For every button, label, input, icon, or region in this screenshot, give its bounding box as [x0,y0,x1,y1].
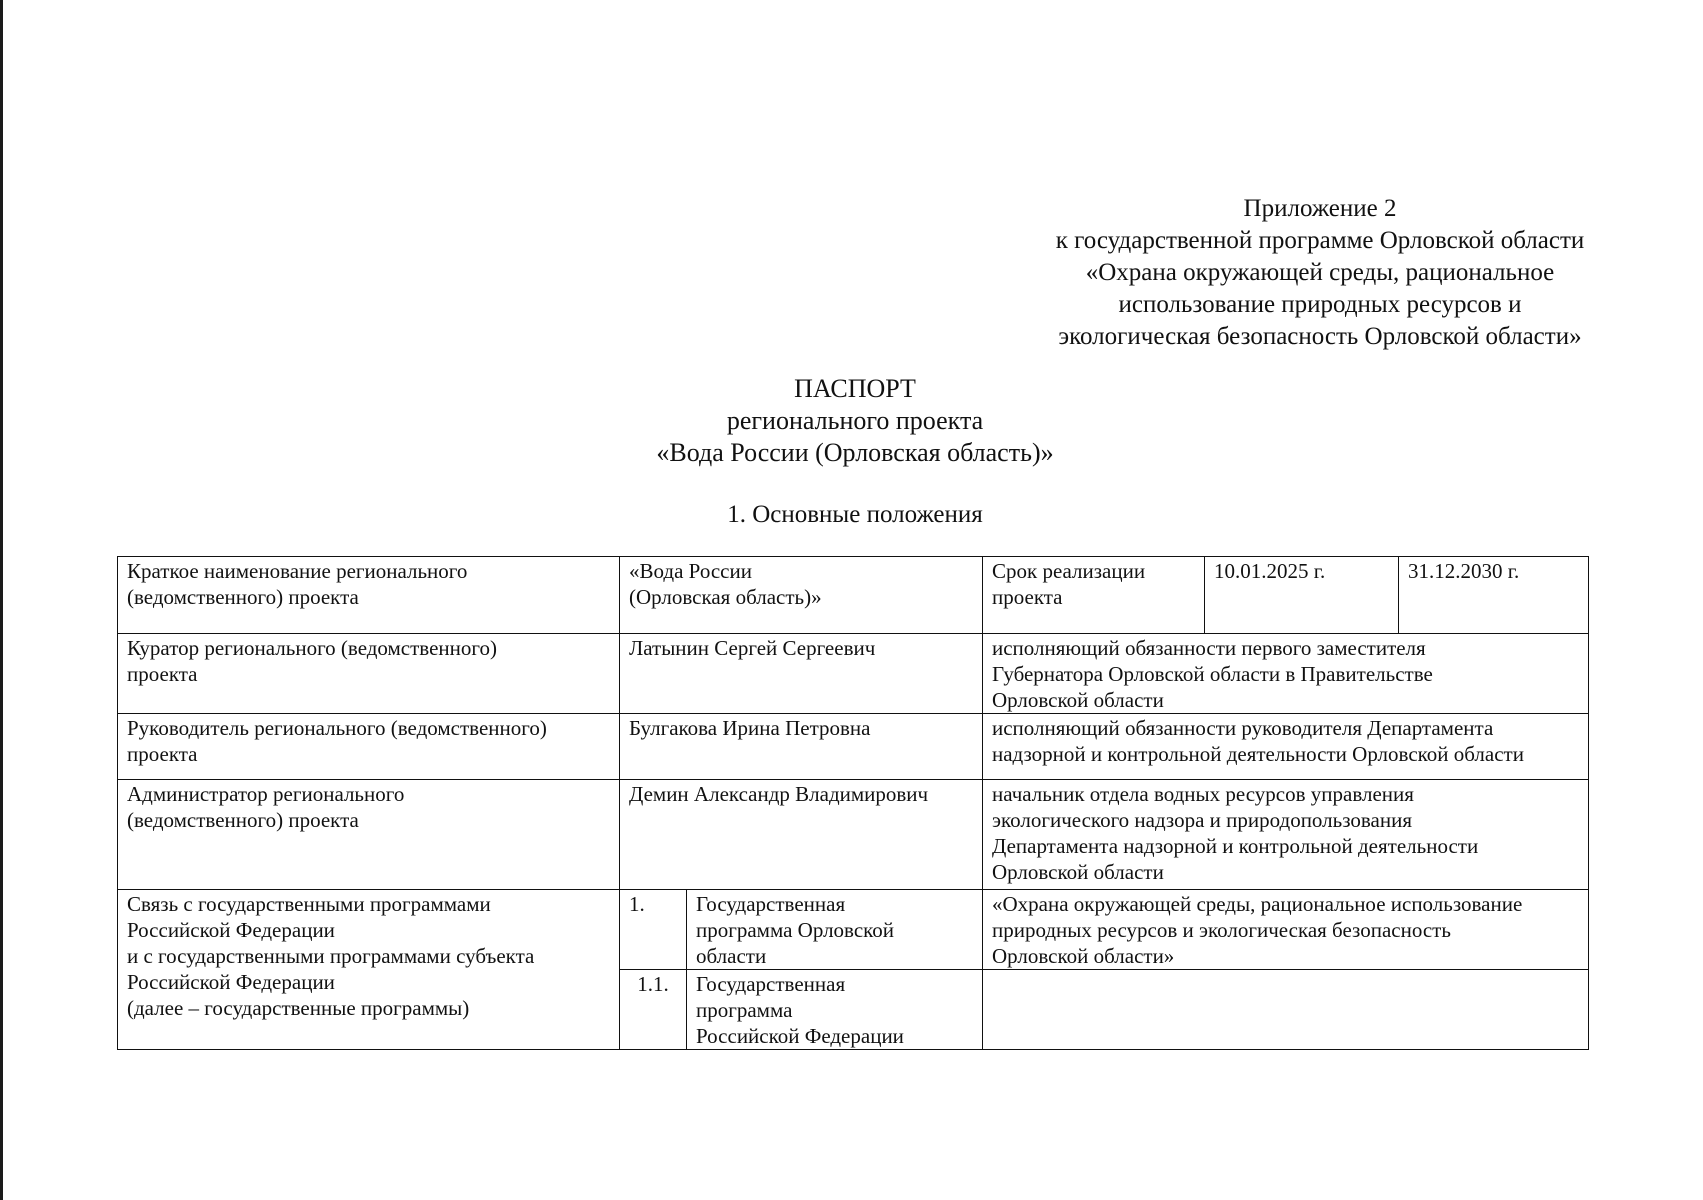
label-line: (ведомственного) проекта [127,808,359,832]
curator-name-cell: Латынин Сергей Сергеевич [620,634,983,714]
period-label-cell [983,557,1205,634]
label-line: и с государственными программами субъекта [127,944,535,968]
value-line: (Орловская область)» [629,585,822,609]
position-line: Орловской области [992,688,1164,712]
position-line: надзорной и контрольной деятельности Орловской области [992,742,1524,766]
label-line: Куратор регионального (ведомственного) [127,636,497,660]
administrator-position-cell [983,780,1589,890]
administrator-label-cell [118,780,620,890]
head-position-cell [983,714,1589,780]
program-type-cell [687,970,983,1050]
appendix-header [1000,193,1640,353]
appendix-line: использование природных ресурсов и [1118,291,1522,318]
administrator-name-cell: Демин Александр Владимирович [620,780,983,890]
label-line: Российской Федерации [127,970,335,994]
position-line: исполняющий обязанности руководителя Департамента [992,716,1494,740]
type-line: Государственная [696,892,846,916]
position-line: экологического надзора и природопользования [992,808,1412,832]
links-label-cell [118,890,620,1050]
title-main: ПАСПОРТ [794,374,916,403]
type-line: Российской Федерации [696,1024,904,1048]
appendix-line: к государственной программе Орловской области [1055,227,1585,254]
appendix-line: «Охрана окружающей среды, рациональное [1085,259,1555,286]
position-line: Департамента надзорной и контрольной деятельности [992,834,1479,858]
short-name-value-cell [620,557,983,634]
label-line: проекта [992,585,1063,609]
program-name-cell-empty [983,970,1589,1050]
label-line: Российской Федерации [127,918,335,942]
row-administrator [118,780,1589,890]
position-line: Орловской области [992,860,1164,884]
value-line: «Вода России [629,559,752,583]
period-start-cell: 10.01.2025 г. [1205,557,1399,634]
period-end-cell: 31.12.2030 г. [1399,557,1589,634]
section-heading: 1. Основные положения [727,501,983,528]
curator-label-cell [118,634,620,714]
appendix-line: экологическая безопасность Орловской области» [1058,323,1582,350]
type-line: области [696,944,767,968]
label-line: Срок реализации [992,559,1146,583]
project-info-table [117,556,1589,1050]
label-line: Краткое наименование регионального [127,559,468,583]
position-line: исполняющий обязанности первого заместителя [992,636,1426,660]
row-head [118,714,1589,780]
label-line: Администратор регионального [127,782,405,806]
program-name-line: Орловской области» [992,944,1175,968]
label-line: проекта [127,742,198,766]
program-number-cell: 1.1. [620,970,687,1050]
short-name-label-cell [118,557,620,634]
program-name-line: природных ресурсов и экологическая безопасность [992,918,1451,942]
program-name-line: «Охрана окружающей среды, рациональное использование [992,892,1523,916]
type-line: программа [696,998,793,1022]
row-short-name [118,557,1589,634]
row-curator [118,634,1589,714]
label-line: (ведомственного) проекта [127,585,359,609]
label-line: проекта [127,662,198,686]
head-name-cell: Булгакова Ирина Петровна [620,714,983,780]
type-line: программа Орловской [696,918,895,942]
program-type-cell [687,890,983,970]
label-line: (далее – государственные программы) [127,996,470,1020]
row-program-link-1 [118,890,1589,970]
label-line: Связь с государственными программами [127,892,491,916]
label-line: Руководитель регионального (ведомственного) [127,716,547,740]
program-name-cell [983,890,1589,970]
curator-position-cell [983,634,1589,714]
passport-title [560,373,1150,469]
position-line: Губернатора Орловской области в Правительстве [992,662,1433,686]
position-line: начальник отдела водных ресурсов управления [992,782,1414,806]
title-subtitle: регионального проекта [726,406,984,435]
appendix-line: Приложение 2 [1243,195,1397,222]
project-name: «Вода России (Орловская область)» [656,438,1054,467]
scan-left-border [0,0,3,1200]
type-line: Государственная [696,972,846,996]
head-label-cell [118,714,620,780]
program-number-cell: 1. [620,890,687,970]
